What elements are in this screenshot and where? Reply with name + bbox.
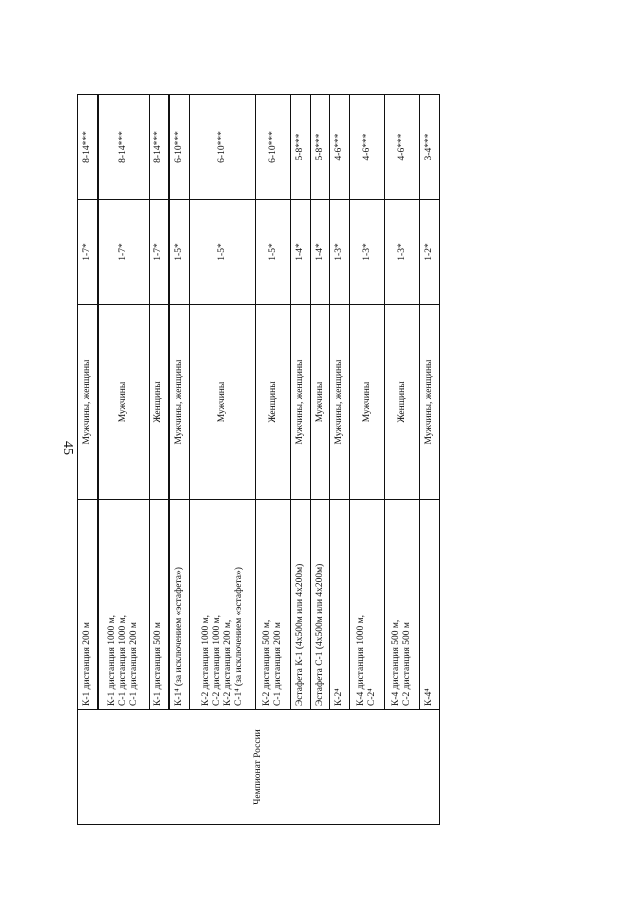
event-line: С-1 дистанция 200 м [273,622,284,706]
place-cell: 1-4* [310,200,330,305]
event-line: Эстафета С-1 (4х500м или 4х200м) [314,563,325,706]
group-cell: Мужчины [350,305,385,500]
event-line: С-1⁴ (за исключением «эстафета») [233,567,244,706]
results-table [77,94,440,825]
event-cell [190,500,256,710]
place2-cell: 4-6*** [385,95,420,200]
event-cell [291,500,311,710]
event-cell [350,500,385,710]
table-row [78,95,98,825]
event-cell [385,500,420,710]
place2-cell: 4-6*** [350,95,385,200]
group-cell: Мужчины, женщины [78,305,98,500]
event-cell [420,500,440,710]
group-cell: Мужчины [310,305,330,500]
event-line: С-2 дистанция 1000 м, [211,614,222,706]
event-line: К-2 дистанция 500 м, [262,619,273,706]
group-cell: Мужчины, женщины [330,305,350,500]
event-line: К-4 дистанция 500 м, [391,619,402,706]
place-cell: 1-5* [190,200,256,305]
place2-cell: 8-14*** [98,95,149,200]
event-line: Эстафета К-1 (4х500м или 4х200м) [295,563,306,706]
place2-cell: 6-10*** [190,95,256,200]
place-cell: 1-7* [78,200,98,305]
results-table-body [78,95,440,825]
event-line: К-2 дистанция 200 м, [222,619,233,706]
event-line: К-1 дистанция 1000 м, [107,614,118,706]
event-cell [256,500,291,710]
event-line: С-2 дистанция 500 м [402,622,413,706]
place-cell: 1-3* [350,200,385,305]
place-cell: 1-5* [256,200,291,305]
event-line: К-1 дистанция 500 м [153,622,164,706]
event-line: К-4 дистанция 1000 м, [356,614,367,706]
place-cell: 1-7* [98,200,149,305]
group-cell: Женщины [149,305,169,500]
group-cell: Мужчины, женщины [169,305,189,500]
event-line: К-2 дистанция 1000 м, [200,614,211,706]
place-cell: 1-2* [420,200,440,305]
place-cell: 1-3* [330,200,350,305]
place-cell: 1-3* [385,200,420,305]
place2-cell: 8-14*** [149,95,169,200]
group-cell: Женщины [256,305,291,500]
place2-cell: 6-10*** [169,95,189,200]
group-cell: Мужчины [98,305,149,500]
event-cell [78,500,98,710]
rotated-table-wrapper [77,95,440,825]
event-line: С-1 дистанция 1000 м, [118,614,129,706]
event-line: С-2⁴ [367,688,378,706]
place-cell: 1-7* [149,200,169,305]
event-line: К-4⁴ [424,688,435,706]
event-line: К-1⁴ (за исключением «эстафета») [174,567,185,706]
event-cell [310,500,330,710]
event-line: К-2⁴ [334,688,345,706]
event-cell [169,500,189,710]
competition-cell: Чемпионат России [78,710,440,825]
place2-cell: 5-8*** [310,95,330,200]
event-cell [330,500,350,710]
place2-cell: 6-10*** [256,95,291,200]
place2-cell: 8-14*** [78,95,98,200]
group-cell: Мужчины, женщины [420,305,440,500]
place-cell: 1-5* [169,200,189,305]
place2-cell: 4-6*** [330,95,350,200]
page-number: 45 [60,441,75,455]
group-cell: Мужчины [190,305,256,500]
event-line: К-1 дистанция 200 м [81,622,92,706]
event-cell [98,500,149,710]
group-cell: Женщины [385,305,420,500]
group-cell: Мужчины, женщины [291,305,311,500]
event-line: С-1 дистанция 200 м [129,622,140,706]
event-cell [149,500,169,710]
place2-cell: 5-8*** [291,95,311,200]
place2-cell: 3-4*** [420,95,440,200]
place-cell: 1-4* [291,200,311,305]
